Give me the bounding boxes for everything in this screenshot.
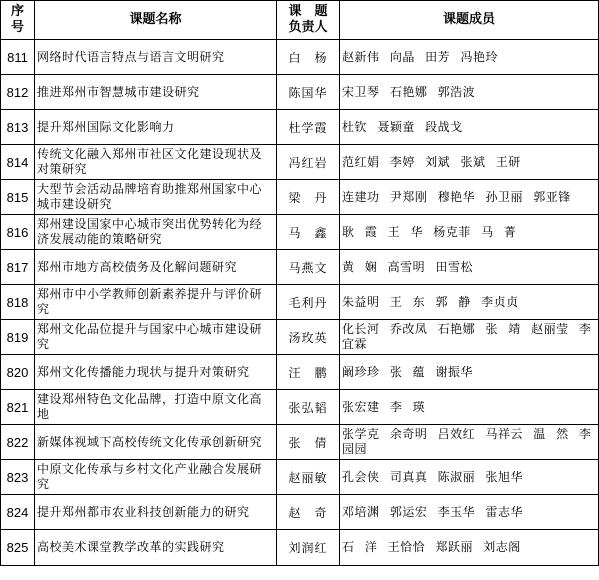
project-title-cell: 新媒体视域下高校传统文化传承创新研究 [35, 425, 277, 460]
project-title-cell: 郑州文化传播能力现状与提升对策研究 [35, 355, 277, 390]
project-members-cell: 赵新伟 向晶 田芳 冯艳玲 [340, 40, 599, 75]
project-members-cell: 化长河 乔改凤 石艳娜 张 靖 赵丽莹 李宜霖 [340, 320, 599, 355]
project-title-cell: 建设郑州特色文化品牌，打造中原文化高地 [35, 390, 277, 425]
header-project-leader: 课 题 负责人 [277, 1, 340, 40]
project-leader-cell: 马 鑫 [277, 215, 340, 250]
project-members-cell: 宋卫琴 石艳娜 郭浩波 [340, 75, 599, 110]
project-number-cell: 824 [1, 495, 35, 530]
project-title-cell: 网络时代语言特点与语言文明研究 [35, 40, 277, 75]
project-number-cell: 823 [1, 460, 35, 495]
table-row [1, 390, 599, 425]
project-number-cell: 812 [1, 75, 35, 110]
project-number-cell: 813 [1, 110, 35, 145]
table-row [1, 425, 599, 460]
project-leader-cell: 汤玫英 [277, 320, 340, 355]
header-project-members: 课题成员 [340, 1, 599, 40]
project-title-cell: 大型节会活动品牌培育助推郑州国家中心城市建设研究 [35, 180, 277, 215]
table-row [1, 145, 599, 180]
project-number-cell: 819 [1, 320, 35, 355]
project-number-cell: 811 [1, 40, 35, 75]
project-leader-cell: 杜学霞 [277, 110, 340, 145]
table-row [1, 110, 599, 145]
project-leader-cell: 张弘韬 [277, 390, 340, 425]
project-members-cell: 朱益明 王 东 郭 静 李贞贞 [340, 285, 599, 320]
project-leader-cell: 毛利丹 [277, 285, 340, 320]
project-members-cell: 张学克 余奇明 吕效红 马祥云 温 然 李园园 [340, 425, 599, 460]
project-members-cell: 耿 霞 王 华 杨克菲 马 菁 [340, 215, 599, 250]
project-members-cell: 连建功 尹郑刚 穆艳华 孙卫丽 郭亚锋 [340, 180, 599, 215]
project-members-cell: 邓培渊 郭运宏 李玉华 雷志华 [340, 495, 599, 530]
table-body [1, 40, 599, 566]
project-number-cell: 817 [1, 250, 35, 285]
project-number-cell: 818 [1, 285, 35, 320]
project-title-cell: 传统文化融入郑州市社区文化建设现状及对策研究 [35, 145, 277, 180]
project-title-cell: 郑州建设国家中心城市突出优势转化为经济发展动能的策略研究 [35, 215, 277, 250]
project-number-cell: 815 [1, 180, 35, 215]
project-number-cell: 825 [1, 530, 35, 566]
project-title-cell: 郑州文化品位提升与国家中心城市建设研究 [35, 320, 277, 355]
project-members-cell: 范红娟 李婷 刘斌 张斌 王研 [340, 145, 599, 180]
project-number-cell: 814 [1, 145, 35, 180]
table-row [1, 40, 599, 75]
table-row [1, 285, 599, 320]
project-members-cell: 黄 娴 高雪明 田雪松 [340, 250, 599, 285]
table-header-row [1, 1, 599, 40]
table-row [1, 530, 599, 566]
project-leader-cell: 梁 丹 [277, 180, 340, 215]
table-row [1, 215, 599, 250]
project-members-cell: 阚珍珍 张 蕴 谢振华 [340, 355, 599, 390]
project-leader-cell: 白 杨 [277, 40, 340, 75]
table-row [1, 355, 599, 390]
project-leader-cell: 陈国华 [277, 75, 340, 110]
project-leader-cell: 张 倩 [277, 425, 340, 460]
table-row [1, 180, 599, 215]
project-members-cell: 张宏建 李 瑛 [340, 390, 599, 425]
project-number-cell: 820 [1, 355, 35, 390]
header-project-title: 课题名称 [35, 1, 277, 40]
project-members-cell: 杜钦 聂颖童 段战戈 [340, 110, 599, 145]
table-row [1, 320, 599, 355]
project-number-cell: 816 [1, 215, 35, 250]
project-number-cell: 821 [1, 390, 35, 425]
project-members-cell: 石 洋 王恰恰 郑跃丽 刘志阁 [340, 530, 599, 566]
project-title-cell: 郑州市中小学教师创新素养提升与评价研究 [35, 285, 277, 320]
table-row [1, 495, 599, 530]
table-row [1, 250, 599, 285]
header-serial-number: 序 号 [1, 1, 35, 40]
project-title-cell: 高校美术课堂教学改革的实践研究 [35, 530, 277, 566]
project-number-cell: 822 [1, 425, 35, 460]
project-title-cell: 提升郑州都市农业科技创新能力的研究 [35, 495, 277, 530]
project-leader-cell: 赵丽敏 [277, 460, 340, 495]
project-title-cell: 提升郑州国际文化影响力 [35, 110, 277, 145]
project-members-cell: 孔会侠 司真真 陈淑丽 张旭华 [340, 460, 599, 495]
project-leader-cell: 冯红岩 [277, 145, 340, 180]
project-leader-cell: 马燕文 [277, 250, 340, 285]
project-title-cell: 郑州市地方高校债务及化解问题研究 [35, 250, 277, 285]
table-row [1, 75, 599, 110]
project-title-cell: 推进郑州市智慧城市建设研究 [35, 75, 277, 110]
table-row [1, 460, 599, 495]
project-title-cell: 中原文化传承与乡村文化产业融合发展研究 [35, 460, 277, 495]
project-leader-cell: 赵 奇 [277, 495, 340, 530]
project-leader-cell: 刘润红 [277, 530, 340, 566]
project-leader-cell: 汪 鹏 [277, 355, 340, 390]
